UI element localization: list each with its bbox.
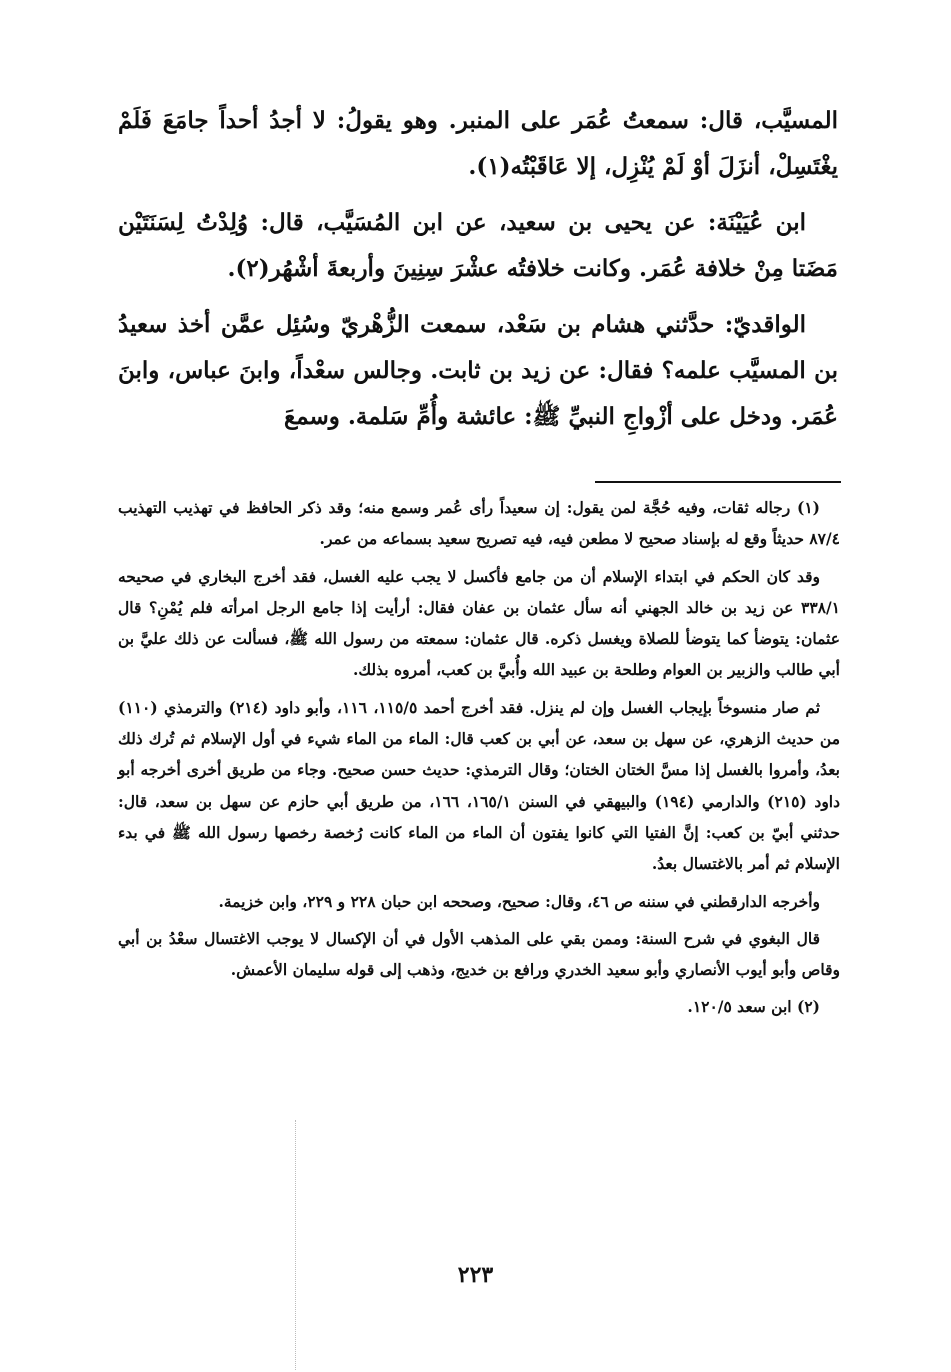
paragraph: الواقديّ: حدَّثني هشام بن سَعْد، سمعت الزُّهْريّ وسُئِل عمَّن أخذ سعيدُ بن المسيَّب علمه؟ فقال: عن زيد بن ثابت. وجالس سعْداً، وابنَ عباس، وابنَ عُمَر. ودخل على أزْواجِ النبيِّ ﷺ: عائشة وأُمِّ سَلمة. وسمعَ <box>118 311 838 430</box>
footnote: وقد كان الحكم في ابتداء الإسلام أن من جامع فأكسل لا يجب عليه الغسل، فقد أخرج البخاري في صحيحه ٣٣٨/١ عن زيد بن خالد الجهني أنه سأل عثمان بن عفان فقال: أرأيت إذا جامع الرجل امرأته فلم يُمْنِ؟ قال عثمان: يتوضأ كما يتوضأ للصلاة ويغسل ذكره. قال عثمان: سمعته من رسول الله ﷺ، فسألت عن ذلك عليَّ بن أبي طالب والزبير بن العوام وطلحة بن عبيد الله وأُبيَّ بن كعب، أمروه بذلك. <box>118 566 840 680</box>
scan-margin-line <box>295 1120 296 1370</box>
footnote: (٢) ابن سعد ١٢٠/٥. <box>687 997 820 1017</box>
page-number: ٢٢٣ <box>457 1262 494 1288</box>
footnote: قال البغوي في شرح السنة: وممن بقي على المذهب الأول في أن الإكسال لا يوجب الاغتسال سعْدُ بن أبي وقاص وأبو أيوب الأنصاري وأبو سعيد الخدري ورافع بن خديج، وذهب إلى قوله سليمان الأعمش. <box>118 928 840 980</box>
paragraph: المسيَّب، قال: سمعتُ عُمَر على المنبر. وهو يقولُ: لا أجدُ أحداً جامَعَ فَلَمْ يغْتَسِلْ، أنزَلَ أوْ لَمْ يُنْزِل، إلا عَاقَبْتُه(١). <box>118 107 838 180</box>
footnotes <box>118 492 840 1029</box>
paragraph: ابن عُيَيْنَة: عن يحيى بن سعيد، عن ابن المُسَيَّب، قال: وُلِدْتُ لِسَنَتَيْن مَضَتا مِنْ خلافة عُمَر. وكانت خلافتُه عشْرَ سِنِينَ وأربعةَ أشْهُر(٢). <box>118 209 838 282</box>
main-text <box>118 98 838 450</box>
footnote: ثم صار منسوخاً بإيجاب الغسل وإن لم ينزل. فقد أخرج أحمد ١١٥/٥، ١١٦، وأبو داود (٢١٤) والترمذي (١١٠) من حديث الزهري، عن سهل بن سعد، عن أبي بن كعب قال: الماء من الماء شيء في أول الإسلام ثم تُرك ذلك بعدُ، وأمروا بالغسل إذا مسَّ الختان الختان؛ وقال الترمذي: حديث حسن صحيح. وجاء من طريق أخرى أخرجه أبو داود (٢١٥) والدارمي (١٩٤) والبيهقي في السنن ١٦٥/١، ١٦٦، من طريق أبي حازم عن سهل بن سعد، قال: حدثني أبيّ بن كعب: إنَّ الفتيا التي كانوا يفتون أن الماء من الماء كانت رُخصة رخصها رسول الله ﷺ في بدء الإسلام ثم أمر بالاغتسال بعدُ. <box>118 697 841 874</box>
footnote: وأخرجه الدارقطني في سننه ص ٤٦، وقال: صحيح، وصححه ابن حبان ٢٢٨ و ٢٢٩، وابن خزيمة. <box>218 891 820 911</box>
footnote-separator <box>595 481 841 483</box>
footnote: (١) رجاله ثقات، وفيه حُجَّة لمن يقول: إن سعيداً رأى عُمر وسمع منه؛ وقد ذكر الحافظ في تهذيب التهذيب ٨٧/٤ حديثاً وقع له بإسناد صحيح لا مطعن فيه، فيه تصريح سعيد بسماعه من عمر. <box>118 498 840 549</box>
